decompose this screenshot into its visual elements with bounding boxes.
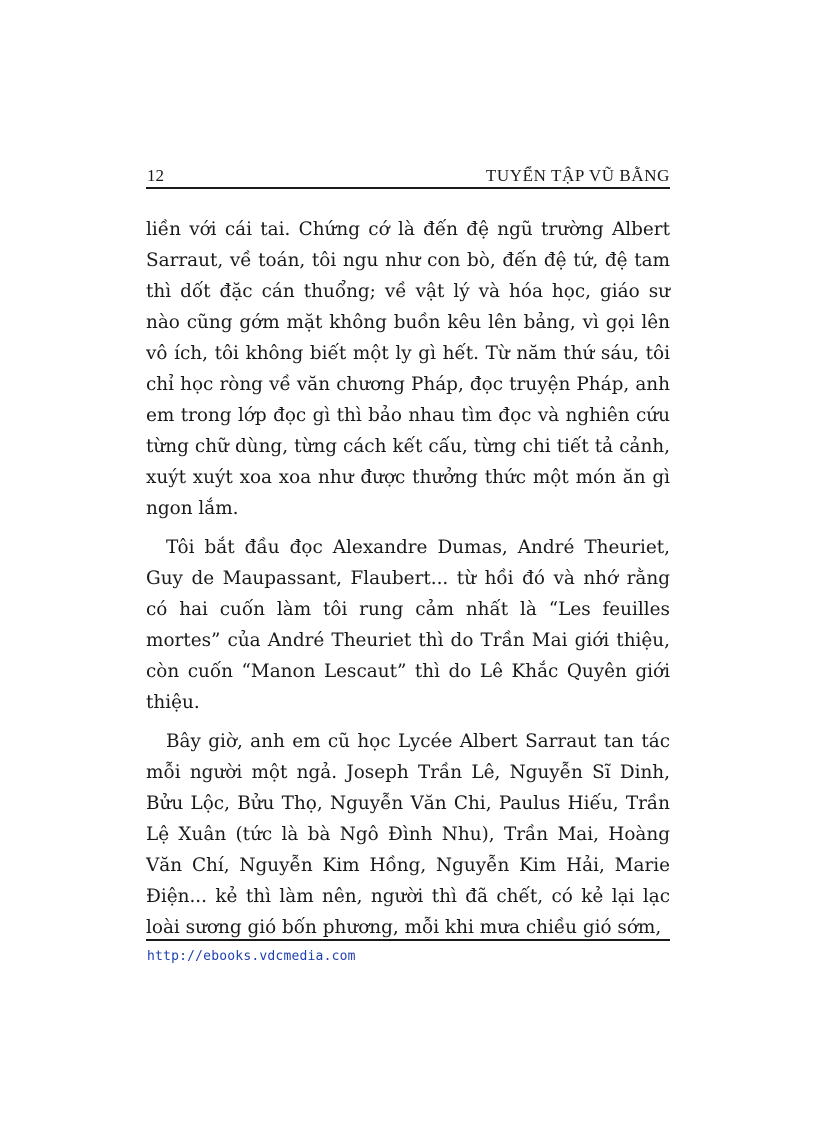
running-header	[146, 163, 670, 189]
page-number: 12	[147, 166, 164, 185]
footer-link[interactable]: http://ebooks.vdcmedia.com	[147, 949, 356, 964]
paragraph-3: Bây giờ, anh em cũ học Lycée Albert Sarraut tan tác mỗi người một ngả. Joseph Trần Lê, Nguyễn Sĩ Dinh, Bửu Lộc, Bửu Thọ, Nguyễn Văn Chi, Paulus Hiếu, Trần Lệ Xuân (tức là bà Ngô Đình Nhu), Trần Mai, Hoàng Văn Chí, Nguyễn Kim Hồng, Nguyễn Kim Hải, Marie Điện... kẻ thì làm nên, người thì đã chết, có kẻ lại lạc loài sương gió bốn phương, mỗi khi mưa chiều gió sớm,	[146, 731, 670, 938]
paragraph-2: Tôi bắt đầu đọc Alexandre Dumas, André Theuriet, Guy de Maupassant, Flaubert... từ hồi đó và nhớ rằng có hai cuốn làm tôi rung cảm nhất là “Les feuilles mortes” của André Theuriet thì do Trần Mai giới thiệu, còn cuốn “Manon Lescaut” thì do Lê Khắc Quyên giới thiệu.	[146, 537, 670, 713]
body-text	[146, 214, 670, 951]
footer-divider	[146, 939, 670, 941]
book-title: TUYỂN TẬP VŨ BẰNG	[485, 166, 670, 185]
paragraph-1: liền với cái tai. Chứng cớ là đến đệ ngũ trường Albert Sarraut, về toán, tôi ngu như con bò, đến đệ tứ, đệ tam thì dốt đặc cán thuổng; về vật lý và hóa học, giáo sư nào cũng gớm mặt không buồn kêu lên bảng, vì gọi lên vô ích, tôi không biết một ly gì hết. Từ năm thứ sáu, tôi chỉ học ròng về văn chương Pháp, đọc truyện Pháp, anh em trong lớp đọc gì thì bảo nhau tìm đọc và nghiên cứu từng chữ dùng, từng cách kết cấu, từng chi tiết tả cảnh, xuýt xuýt xoa xoa như được thưởng thức một món ăn gì ngon lắm.	[146, 219, 670, 519]
